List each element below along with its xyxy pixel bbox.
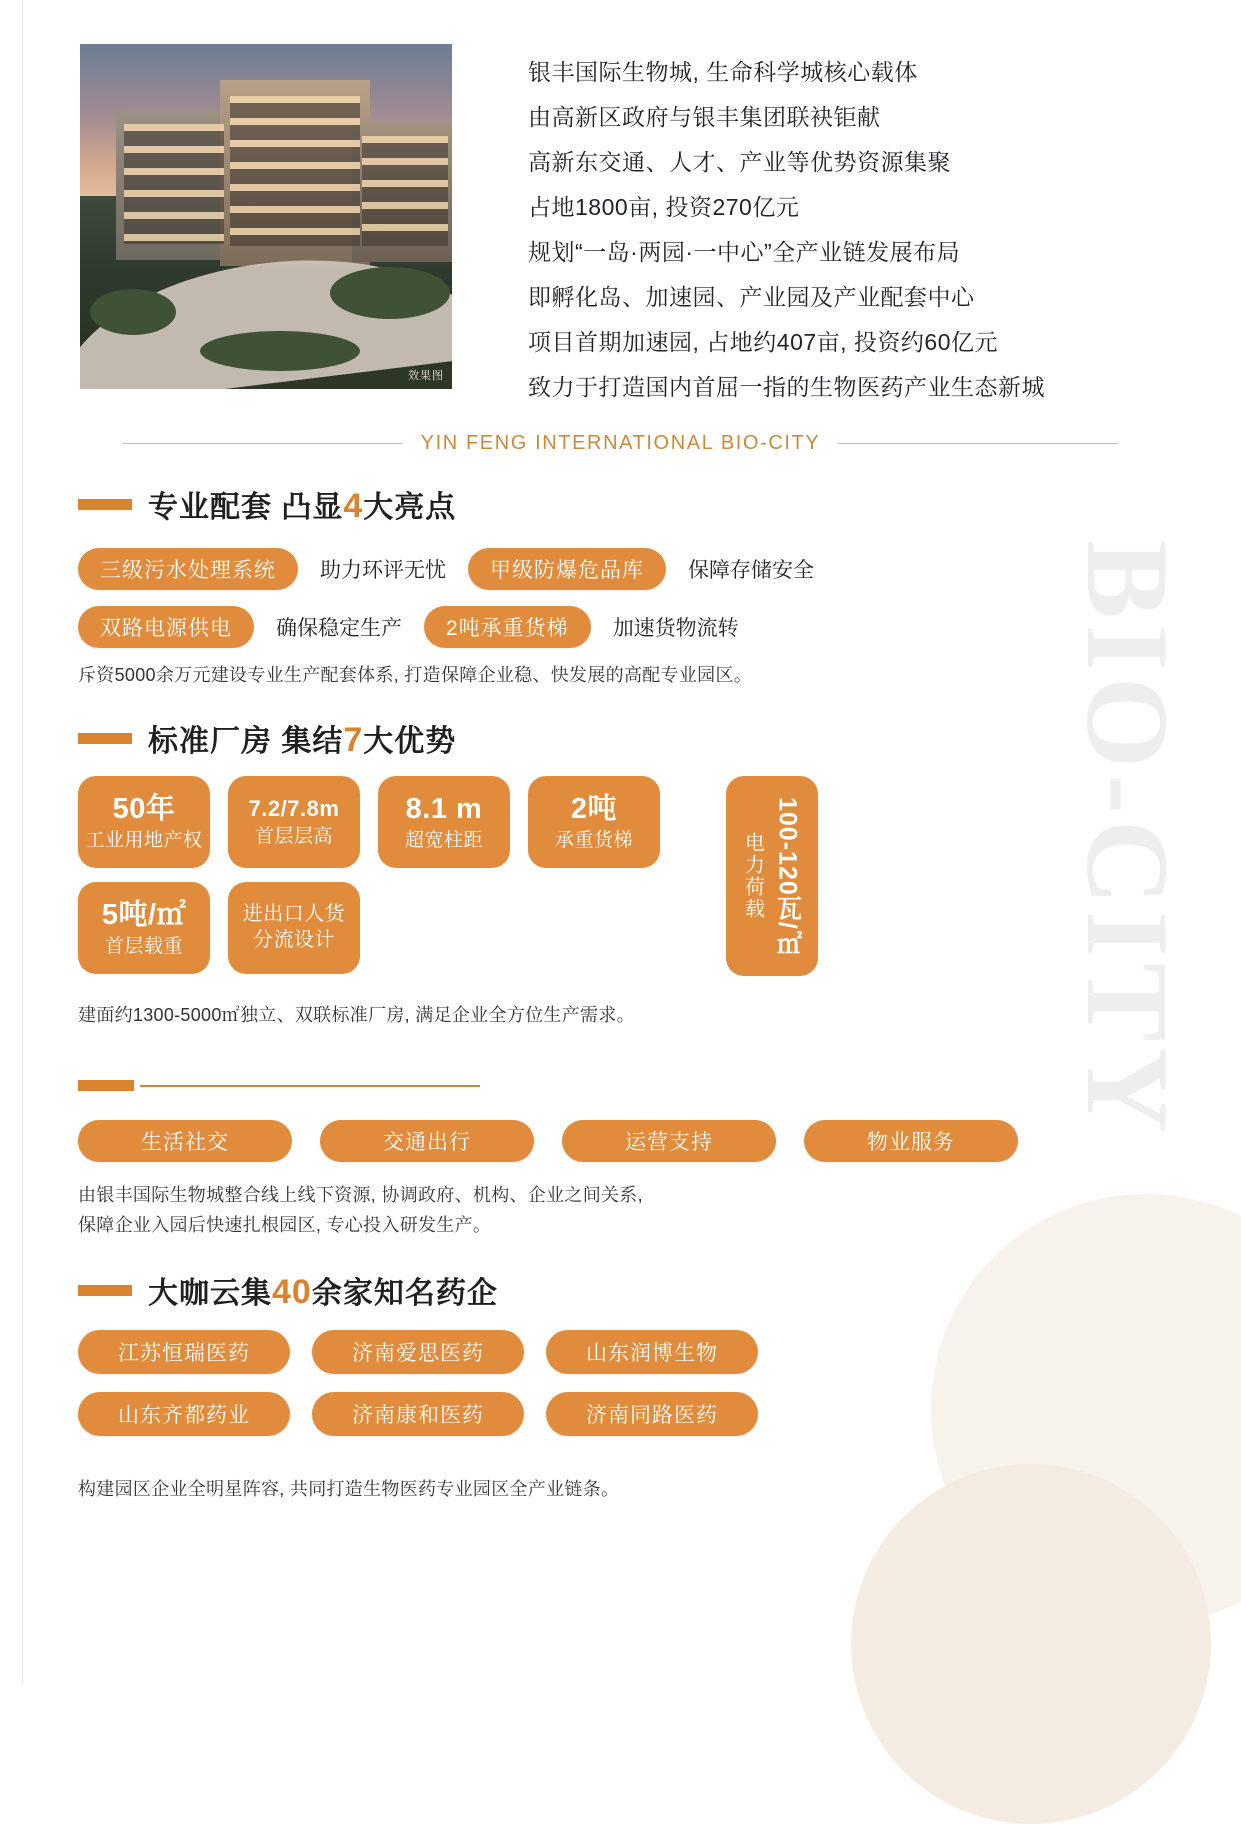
section1-title-prefix: 专业配套 凸显	[148, 491, 344, 524]
company-pill[interactable]: 山东齐都药业	[78, 1392, 290, 1436]
advantage-card-label: 工业用地产权	[85, 829, 203, 851]
facility-pill[interactable]: 甲级防爆危品库	[468, 548, 666, 590]
section4-company-pills	[78, 1330, 898, 1436]
advantage-card-label: 首层层高	[254, 825, 333, 847]
service-pill[interactable]: 物业服务	[804, 1120, 1018, 1162]
heading-accent-bar	[78, 733, 132, 744]
advantage-card[interactable]	[228, 882, 360, 974]
divider-rule-left	[123, 443, 403, 444]
divider-english-text: YIN FENG INTERNATIONAL BIO-CITY	[420, 432, 821, 454]
facility-note: 助力环评无忧	[320, 559, 446, 582]
section2-title-prefix: 标准厂房 集结	[148, 725, 344, 758]
rendering-shrub-3	[200, 331, 360, 371]
section4-title-prefix: 大咖云集	[148, 1277, 272, 1310]
section3-service-pills	[78, 1120, 1018, 1162]
rendering-windows-center	[230, 96, 360, 246]
advantage-card-value: 5吨/㎡	[101, 898, 187, 931]
section4-title-highlight: 40	[272, 1273, 312, 1311]
advantage-card-label: 超宽柱距	[404, 829, 483, 851]
intro-line: 高新东交通、人才、产业等优势资源集聚	[528, 149, 951, 175]
service-pill[interactable]: 交通出行	[320, 1120, 534, 1162]
section3-footnote	[78, 1180, 643, 1240]
intro-text-list	[528, 50, 1168, 410]
section2-footnote: 建面约1300-5000㎡独立、双联标准厂房, 满足企业全方位生产需求。	[78, 1005, 635, 1025]
rendering-shrub-2	[330, 267, 450, 319]
intro-line: 由高新区政府与银丰集团联袂钜献	[528, 104, 881, 130]
company-pill[interactable]: 济南同路医药	[546, 1392, 758, 1436]
facility-pill[interactable]: 三级污水处理系统	[78, 548, 298, 590]
company-pill[interactable]: 济南康和医药	[312, 1392, 524, 1436]
intro-line: 占地1800亩, 投资270亿元	[528, 194, 800, 220]
section-heading-workshop	[78, 716, 456, 760]
section1-title	[148, 482, 456, 526]
section1-rows	[78, 548, 814, 664]
advantage-card-value: 进出口人货	[242, 903, 346, 926]
intro-line: 致力于打造国内首屈一指的生物医药产业生态新城	[528, 374, 1045, 400]
english-divider	[0, 432, 1241, 455]
service-pill[interactable]: 运营支持	[562, 1120, 776, 1162]
heading-accent-bar	[78, 1285, 132, 1296]
advantage-card-label: 首层载重	[104, 935, 183, 957]
advantage-card-label: 电力荷载	[741, 832, 764, 920]
advantage-card[interactable]	[228, 776, 360, 868]
facility-note: 加速货物流转	[612, 617, 739, 640]
section2-title-highlight: 7	[343, 721, 364, 759]
advantage-card-value: 7.2/7.8m	[248, 795, 340, 821]
advantage-card-value: 8.1 m	[405, 792, 483, 825]
section4-title-suffix: 余家知名药企	[311, 1277, 498, 1310]
advantage-card[interactable]	[78, 882, 210, 974]
section3-footnote-line1: 由银丰国际生物城整合线上线下资源, 协调政府、机构、企业之间关系,	[78, 1185, 643, 1205]
advantage-card-value: 50年	[112, 792, 176, 825]
section1-title-highlight: 4	[343, 487, 364, 525]
facility-note: 确保稳定生产	[276, 617, 402, 640]
advantage-card-power[interactable]	[726, 776, 818, 976]
facility-pill[interactable]: 2吨承重货梯	[424, 606, 591, 648]
section-heading-companies	[78, 1268, 498, 1312]
section2-card-grid	[78, 776, 802, 974]
intro-section	[0, 44, 1241, 426]
advantage-card[interactable]	[378, 776, 510, 868]
heading-accent-bar	[78, 499, 132, 510]
section2-title-suffix: 大优势	[363, 725, 457, 758]
intro-line: 规划“一岛·两园·一中心”全产业链发展布局	[528, 239, 961, 265]
section4-title	[148, 1268, 498, 1312]
facility-row	[78, 548, 814, 590]
company-pill[interactable]: 山东润博生物	[546, 1330, 758, 1374]
advantage-card[interactable]	[528, 776, 660, 868]
section-heading-facilities	[78, 482, 456, 526]
section1-title-suffix: 大亮点	[363, 491, 457, 524]
heading-thin-rule	[140, 1085, 480, 1087]
intro-line: 银丰国际生物城, 生命科学城核心载体	[528, 59, 918, 85]
building-rendering-image	[80, 44, 452, 389]
advantage-card[interactable]	[78, 776, 210, 868]
divider-rule-right	[838, 443, 1118, 444]
advantage-cards	[78, 776, 688, 974]
rendering-windows-right	[362, 136, 448, 246]
advantage-card-value: 100-120瓦/㎡	[773, 796, 802, 956]
advantage-card-label: 承重货梯	[554, 829, 633, 851]
intro-line: 项目首期加速园, 占地约407亩, 投资约60亿元	[528, 329, 999, 355]
service-pill[interactable]: 生活社交	[78, 1120, 292, 1162]
section3-heading-rule	[78, 1080, 480, 1091]
section1-footnote: 斥资5000余万元建设专业生产配套体系, 打造保障企业稳、快发展的高配专业园区。	[78, 665, 753, 685]
section3-footnote-line2: 保障企业入园后快速扎根园区, 专心投入研发生产。	[78, 1215, 492, 1235]
company-pill[interactable]: 济南爱思医药	[312, 1330, 524, 1374]
heading-accent-bar	[78, 1080, 134, 1091]
facility-note: 保障存储安全	[688, 559, 814, 582]
watermark-text: BIO-CITY	[1062, 540, 1193, 1139]
rendering-shrub-1	[90, 289, 176, 335]
facility-pill[interactable]: 双路电源供电	[78, 606, 254, 648]
rendering-windows-left	[124, 124, 224, 244]
section4-footnote: 构建园区企业全明星阵容, 共同打造生物医药专业园区全产业链条。	[78, 1479, 620, 1499]
advantage-card-label: 分流设计	[253, 929, 335, 951]
rendering-caption: 效果图	[408, 370, 444, 382]
advantage-card-value: 2吨	[570, 792, 618, 825]
intro-line: 即孵化岛、加速园、产业园及产业配套中心	[528, 284, 975, 310]
facility-row	[78, 606, 814, 648]
company-pill[interactable]: 江苏恒瑞医药	[78, 1330, 290, 1374]
section2-title	[148, 716, 456, 760]
